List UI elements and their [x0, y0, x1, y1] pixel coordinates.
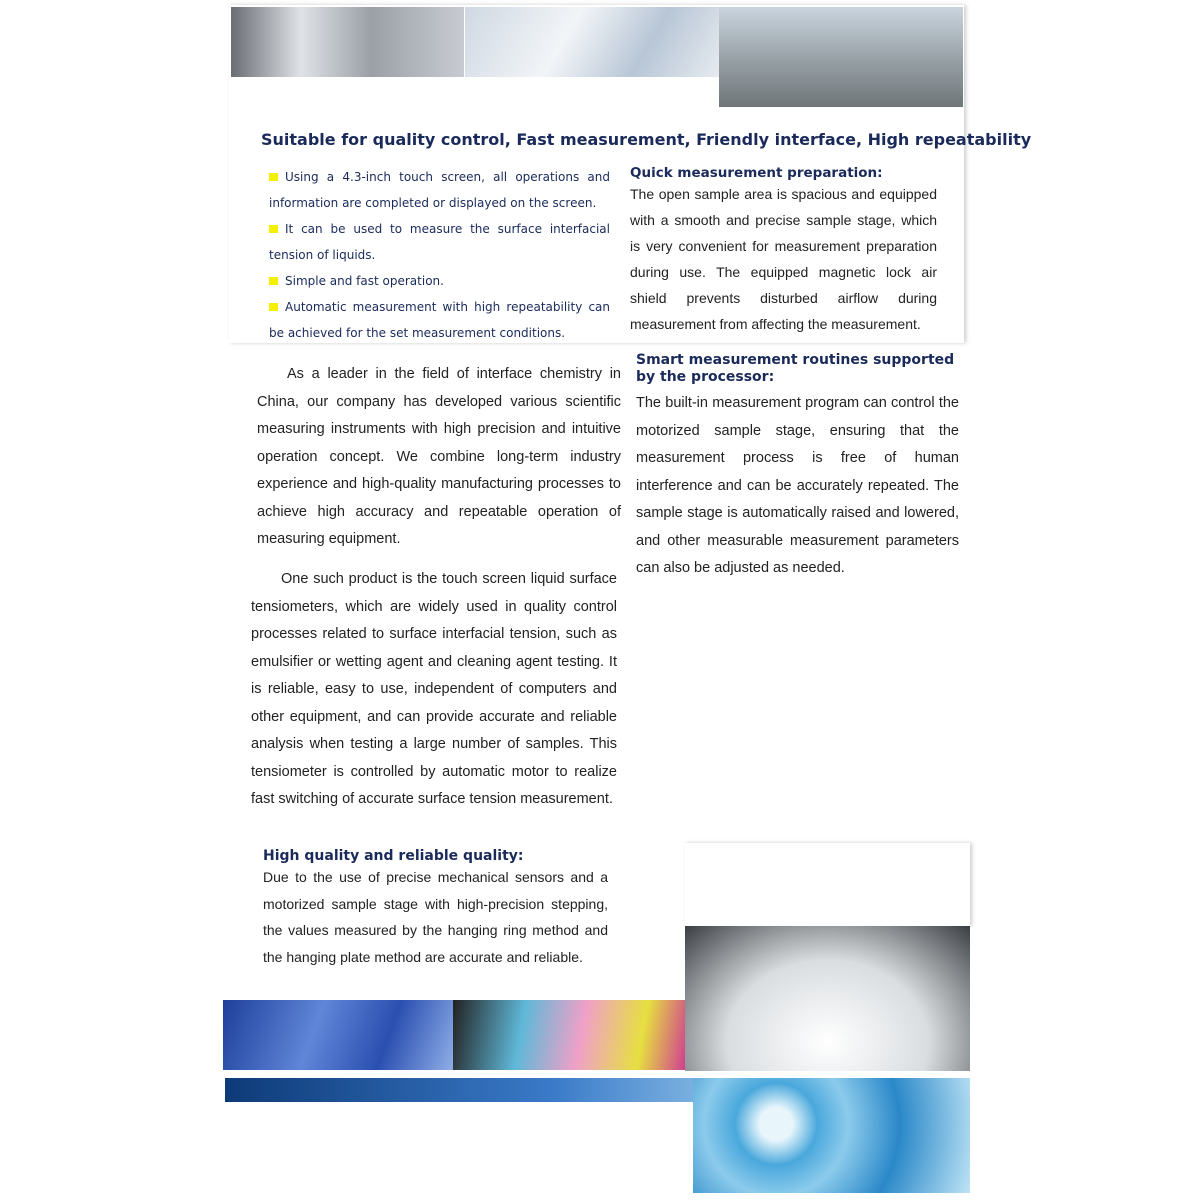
- bullet-icon: [269, 303, 278, 311]
- quality-title: High quality and reliable quality:: [263, 848, 524, 864]
- bubbles-image: [693, 1078, 970, 1193]
- bullet-icon: [269, 225, 278, 233]
- feature-list: [269, 164, 610, 346]
- product-paragraph: One such product is the touch screen liquid surface tensiometers, which are widely used in quality control processes related to surface interfacial tension, such as emulsifier or wetting agent and cleaning agent testing. It is reliable, easy to use, independent of computers and other equipment, and can provide accurate and reliable analysis when testing a large number of samples. This tensiometer is controlled by automatic motor to realize fast switching of accurate surface tension measurement.: [251, 571, 617, 807]
- quality-text: Due to the use of precise mechanical sensors and a motorized sample stage with high-precision stepping, the values measured by the hanging ring method and the hanging plate method are accurate and reliable.: [263, 869, 608, 965]
- fabric-image: [223, 1000, 453, 1070]
- products-image: [453, 1000, 685, 1070]
- beaker-image: [685, 926, 970, 1071]
- feature-item: It can be used to measure the surface interfacial tension of liquids.: [269, 222, 610, 262]
- feature-item: Automatic measurement with high repeatability can be achieved for the set measurement conditions.: [269, 300, 610, 340]
- intro-paragraph: As a leader in the field of interface chemistry in China, our company has developed various scientific measuring instruments with high precision and intuitive operation concept. We combine long-term industry experience and high-quality manufacturing processes to achieve high accuracy and repeatable operation of measuring equipment.: [257, 366, 621, 547]
- quick-title: Quick measurement preparation:: [630, 165, 883, 181]
- transformer-image: [719, 7, 963, 107]
- quick-text: The open sample area is spacious and equipped with a smooth and precise sample stage, which is very convenient for measurement preparation during use. The equipped magnetic lock air shield prevents disturbed airflow during measurement from affecting the measurement.: [630, 186, 937, 332]
- smart-title: Smart measurement routines supported by the processor:: [636, 352, 955, 385]
- smart-text: The built-in measurement program can control the motorized sample stage, ensuring that the measurement process is free of human interference and can be accurately repeated. The sample stage is automatically raised and lowered, and other measurable measurement parameters can also be adjusted as needed.: [636, 395, 959, 576]
- bullet-icon: [269, 277, 278, 285]
- feature-item: Simple and fast operation.: [269, 268, 610, 294]
- quality-section: [263, 848, 608, 970]
- dishes-image: [231, 7, 464, 77]
- headline: Suitable for quality control, Fast measurement, Friendly interface, High repeatability: [261, 130, 1032, 149]
- smart-section: [636, 352, 959, 583]
- blue-band: [225, 1078, 693, 1102]
- quick-section: [630, 165, 937, 337]
- bullet-icon: [269, 173, 278, 181]
- right-divider-panel: [685, 843, 970, 926]
- spray-image: [465, 7, 719, 77]
- feature-item: Using a 4.3-inch touch screen, all operations and information are completed or displayed on the screen.: [269, 170, 610, 210]
